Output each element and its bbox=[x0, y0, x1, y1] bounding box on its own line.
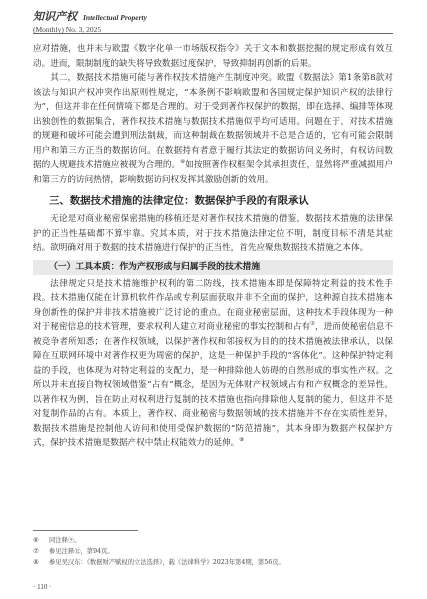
paragraph-2 bbox=[33, 71, 393, 187]
article-body bbox=[33, 42, 393, 451]
paragraph-4 bbox=[33, 277, 393, 451]
footnote-ref-8[interactable]: ⑧ bbox=[239, 437, 245, 444]
paragraph-2-text: 其二，数据技术措施可能与著作权技术措施产生制度冲突。欧盟《数据法》第1条第8款对该法与知识产权冲突作出原则性规定，“本条例不影响欧盟和各国规定保护知识产权的法律行为”，但这并非在任何情境下都是合理的。对于受到著作权保护的数据，即在选择、编排等体现出独创性的数据集合，著作权技术措施与数据技术措施似乎均可适用。问题在于，对技术措施的规避和破坏可能会遭到刑法制裁，而这种制裁在数据领域并不总是合适的，它有可能会限制用户和第三方正当的数据访问。在数据持有者意于履行其法定的数据访问义务时，有权访问数据的人规避技术措施应被视为合理的。 bbox=[33, 73, 393, 170]
paragraph-2-tail: 如按照著作权框架令其承担责任，显然将严重减损用户和第三方的访问热情，影响数据访问权发挥其激励创新的效用。 bbox=[33, 160, 393, 185]
journal-title-en: Intellectual Property bbox=[83, 13, 147, 22]
footnote-text: 参见吴汉东：《数据财产赋权的立法选择》，载《法律科学》2023年第4期，第56页。 bbox=[49, 559, 285, 566]
footnote-item bbox=[33, 546, 393, 557]
page-number: · 110 · bbox=[33, 583, 52, 591]
footnote-text: 参见注释⑫，第94页。 bbox=[49, 548, 114, 555]
footnote-item bbox=[33, 557, 393, 568]
section-3-heading: 三、数据技术措施的法律定位：数据保护手段的有限承认 bbox=[49, 195, 309, 207]
paragraph-1: 应对措施，也并未与欧盟《数字化单一市场版权指令》关于文本和数据挖掘的规定形成有效互动。进而，限制制度的缺失将导致数据过度保护，导致抑制再创新的后果。 bbox=[33, 44, 393, 69]
paragraph-4-text: 法律规定只是技术措施维护权利的第二防线，技术措施本即是保障特定利益的技术性手段。技术措施仅能在计算机软件作品或专利层面获取并非不全面的保护，这种源自技术措施本身创新性的保护并非技术措施被广泛讨论的重点。在商业秘密层面，这种技术手段体现为一种对于秘密信息的技术管理，要求权利人建立对商业秘密的事实控制和占有 bbox=[33, 278, 393, 332]
running-header bbox=[33, 8, 393, 34]
footnote-number: ⑥ bbox=[33, 537, 39, 544]
subsection-1-heading: （一）工具本质：作为产权形成与归属手段的技术措施 bbox=[33, 260, 393, 275]
header-divider bbox=[33, 33, 393, 34]
footnote-text: 同注释⑨。 bbox=[49, 537, 81, 544]
footnote-item bbox=[33, 535, 393, 546]
footnote-number: ⑦ bbox=[33, 548, 39, 555]
journal-title-cn: 知识产权 bbox=[33, 10, 77, 23]
journal-title-line bbox=[33, 8, 393, 24]
paragraph-3: 无论是对商业秘密保密措施的移植还是对著作权技术措施的借鉴，数据技术措施的法律保护的正当性基础都不算牢靠。究其本质，对于技术措施法律定位不明，制度目标不清是其症结。欲明确对用于数据的技术措施进行保护的正当性，首先应聚焦数据技术措施之本体。 bbox=[33, 214, 393, 253]
footnote-divider bbox=[33, 530, 138, 531]
paragraph-4-tail: ，进而使秘密信息不被竞争者所知悉；在著作权领域，以保护著作权和邻接权为目的的技术措施被法律承认，以保障在互联网环境中对著作权更为周密的保护，这是一种保护手段的“客体化”。这种保护特定利益的手段，也体现为对特定利益的支配力，是一种排除他人妨碍的自然形成的事实性产权。之所以并未直接自物权领域借鉴“占有”概念，是因为无体财产权领域占有和产权概念的差异性。以著作权为例，旨在防止对权利进行复制的技术措施也指向排除他人复制的能力，但这并不是对复制作品的占有。本质上，著作权、商业秘密与数据领域的技术措施并不存在实质性差异，数据技术措施是控制他人访问和使用受保护数据的“防范措施”，其本身即为数据产权保护方式，保护技术措施是数据产权中禁止权能效力的延伸。 bbox=[33, 322, 393, 448]
footnote-ref-6[interactable]: ⑥ bbox=[180, 159, 186, 166]
footnote-ref-7[interactable]: ⑦ bbox=[310, 321, 316, 328]
footnotes bbox=[33, 535, 393, 568]
issue-info: (Monthly) No. 3, 2025 bbox=[33, 25, 102, 34]
footnote-number: ⑧ bbox=[33, 559, 39, 566]
